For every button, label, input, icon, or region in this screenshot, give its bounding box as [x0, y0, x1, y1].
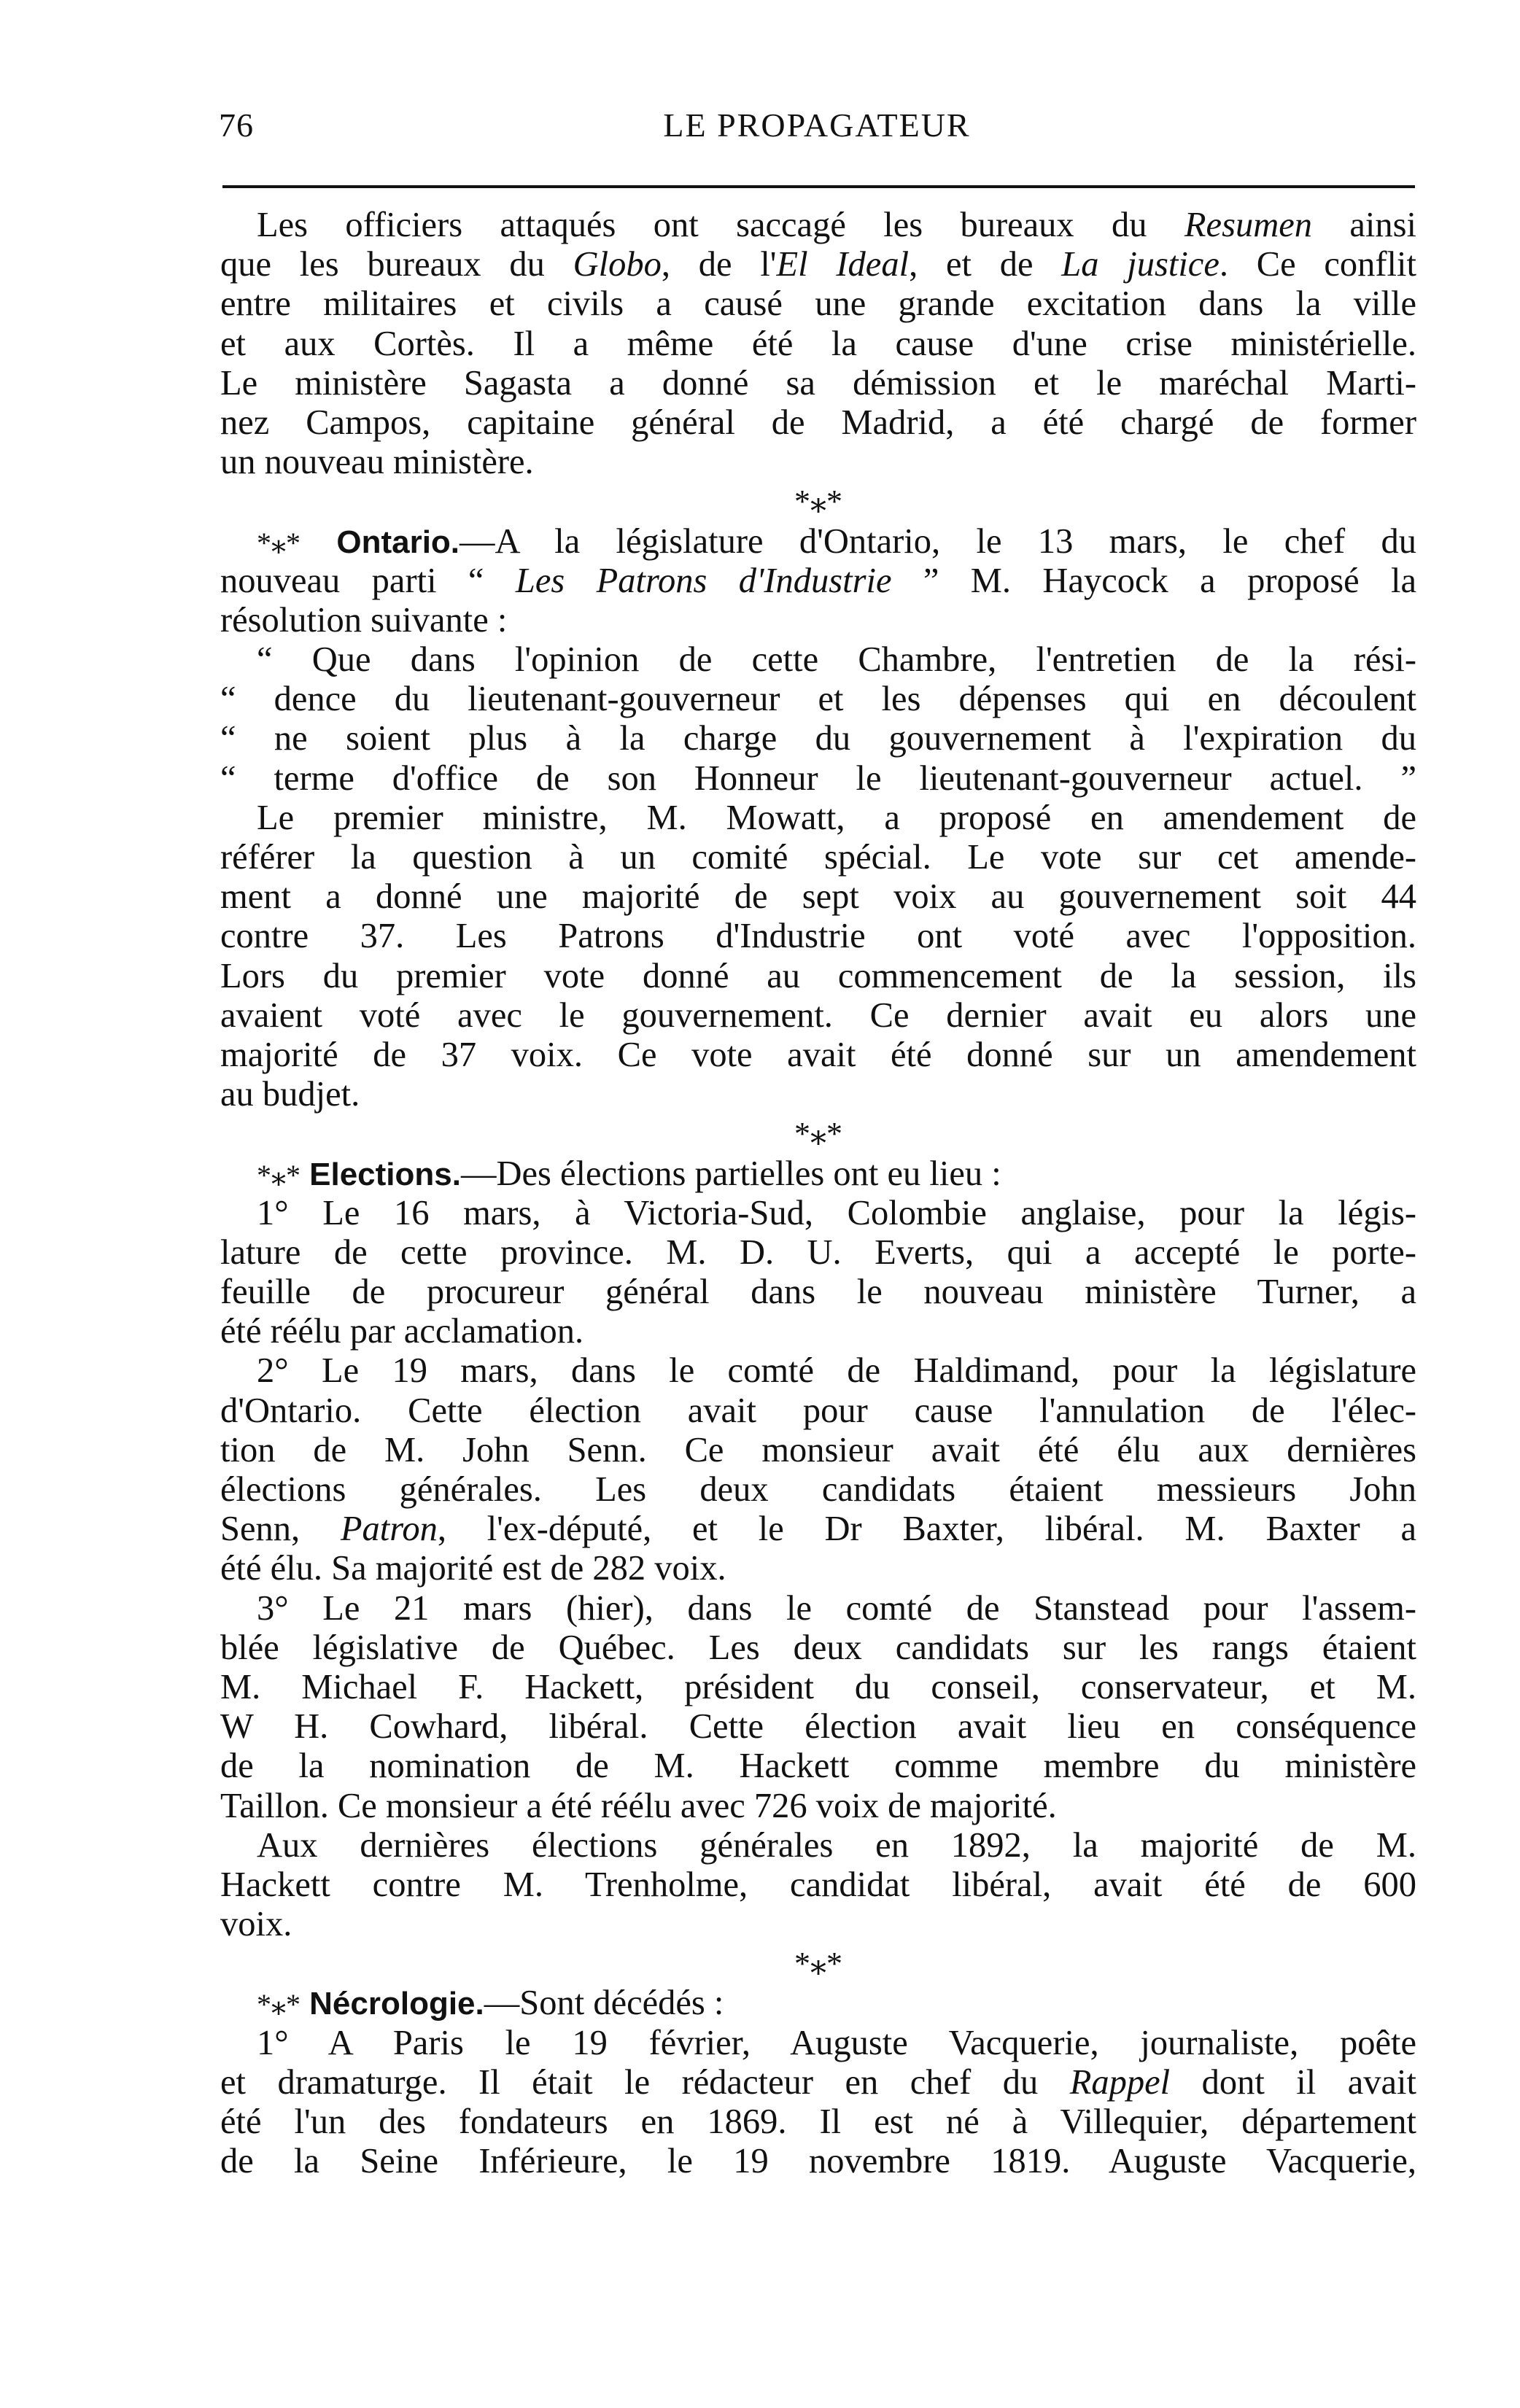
page-number: 76: [219, 106, 254, 144]
text-line: Les officiers attaqués ont saccagé les bureaux du Resumen ainsi: [257, 206, 1416, 244]
running-title: LE PROPAGATEUR: [663, 106, 971, 144]
text-line: au budjet.: [220, 1075, 360, 1114]
section-marker: *⁎*: [257, 526, 300, 559]
text-line: avaient voté avec le gouvernement. Ce dernier avait eu alors une: [220, 995, 1416, 1035]
text-line: voix.: [220, 1905, 292, 1944]
text-line: et dramaturge. Il était le rédacteur en chef du Rappel dont il avait: [220, 2062, 1416, 2102]
quote-line: “ ne soient plus à la charge du gouvernement à l'expiration du: [220, 719, 1416, 758]
text-line: nez Campos, capitaine général de Madrid, a été chargé de former: [220, 403, 1416, 442]
text-line: Hackett contre M. Trenholme, candidat libéral, avait été de 600: [220, 1865, 1416, 1904]
text-line: nouveau parti “ Les Patrons d'Industrie ” M. Haycock a proposé la: [220, 561, 1417, 600]
quote-line: “ dence du lieutenant-gouverneur et les dépenses qui en découlent: [220, 680, 1416, 719]
text-fragment: —Sont décédés :: [484, 1984, 724, 2023]
text-line: été l'un des fondateurs en 1869. Il est né à Villequier, département: [220, 2102, 1416, 2141]
text-fragment: —A la législature d'Ontario, le 13 mars, le chef du: [460, 521, 1417, 561]
text-line: de la Seine Inférieure, le 19 novembre 1819. Auguste Vacquerie,: [220, 2142, 1416, 2181]
text-line: 1° Le 16 mars, à Victoria-Sud, Colombie anglaise, pour la légis-: [257, 1193, 1416, 1232]
text-line: un nouveau ministère.: [220, 443, 534, 482]
text-line: Aux dernières élections générales en 1892, la majorité de M.: [257, 1825, 1416, 1865]
text-line: et aux Cortès. Il a même été la cause d'une crise ministérielle.: [220, 324, 1416, 363]
text-line: résolution suivante :: [220, 600, 508, 640]
section-separator: *⁎*: [794, 1116, 842, 1152]
section-heading-necrologie: Nécrologie.: [309, 1986, 484, 2022]
quote-line: “ Que dans l'opinion de cette Chambre, l'entretien de la rési-: [257, 640, 1416, 680]
text-line: référer la question à un comité spécial. Le vote sur cet amende-: [220, 838, 1416, 877]
section-marker: *⁎*: [257, 1988, 300, 2021]
text-line: été élu. Sa majorité est de 282 voix.: [220, 1549, 726, 1588]
text-line: élections générales. Les deux candidats étaient messieurs John: [220, 1470, 1416, 1509]
section-marker: *⁎*: [257, 1158, 300, 1192]
section-separator: *⁎*: [794, 1946, 842, 1982]
header-rule: [222, 185, 1415, 188]
text-line: contre 37. Les Patrons d'Industrie ont voté avec l'opposition.: [220, 917, 1416, 956]
page-header: [219, 106, 1415, 157]
section-heading-elections: Elections.: [309, 1156, 461, 1192]
text-line: entre militaires et civils a causé une grande excitation dans la ville: [220, 284, 1416, 324]
ontario-first-line: [220, 522, 1416, 562]
text-line: M. Michael F. Hackett, président du conseil, conservateur, et M.: [220, 1667, 1416, 1706]
section-heading-ontario: Ontario.: [336, 524, 460, 560]
text-line: Le premier ministre, M. Mowatt, a proposé en amendement de: [257, 798, 1416, 837]
text-line: Le ministère Sagasta a donné sa démission et le maréchal Marti-: [220, 363, 1416, 403]
text-line: d'Ontario. Cette élection avait pour cause l'annulation de l'élec-: [220, 1391, 1416, 1430]
text-line: ment a donné une majorité de sept voix au gouvernement soit 44: [220, 877, 1416, 917]
text-line: 1° A Paris le 19 février, Auguste Vacquerie, journaliste, poête: [257, 2023, 1416, 2062]
text-line: tion de M. John Senn. Ce monsieur avait été élu aux dernières: [220, 1430, 1416, 1469]
text-line: majorité de 37 voix. Ce vote avait été donné sur un amendement: [220, 1035, 1416, 1074]
text-line: feuille de procureur général dans le nouveau ministère Turner, a: [220, 1273, 1416, 1312]
body-text: [220, 206, 1416, 2181]
quote-line: “ terme d'office de son Honneur le lieutenant-gouverneur actuel. ”: [220, 758, 1416, 798]
section-separator: *⁎*: [794, 483, 842, 520]
text-line: W H. Cowhard, libéral. Cette élection avait lieu en conséquence: [220, 1707, 1416, 1747]
elections-first-line: [220, 1154, 1416, 1194]
text-line: blée législative de Québec. Les deux candidats sur les rangs étaient: [220, 1628, 1416, 1667]
text-line: Lors du premier vote donné au commencement de la session, ils: [220, 956, 1416, 995]
text-line: 3° Le 21 mars (hier), dans le comté de Stanstead pour l'assem-: [257, 1588, 1416, 1628]
text-line: de la nomination de M. Hackett comme membre du ministère: [220, 1747, 1416, 1786]
text-line: lature de cette province. M. D. U. Everts, qui a accepté le porte-: [220, 1232, 1416, 1272]
text-line: Taillon. Ce monsieur a été réélu avec 726 voix de majorité.: [220, 1786, 1057, 1825]
necrologie-first-line: [220, 1984, 1416, 2023]
text-line: Senn, Patron, l'ex-député, et le Dr Baxter, libéral. M. Baxter a: [220, 1510, 1417, 1549]
text-line: été réélu par acclamation.: [220, 1312, 584, 1351]
text-line: 2° Le 19 mars, dans le comté de Haldimand, pour la législature: [257, 1351, 1416, 1391]
text-line: que les bureaux du Globo, de l'El Ideal, et de La justice. Ce conflit: [220, 245, 1416, 284]
text-fragment: —Des élections partielles ont eu lieu :: [460, 1154, 1001, 1193]
